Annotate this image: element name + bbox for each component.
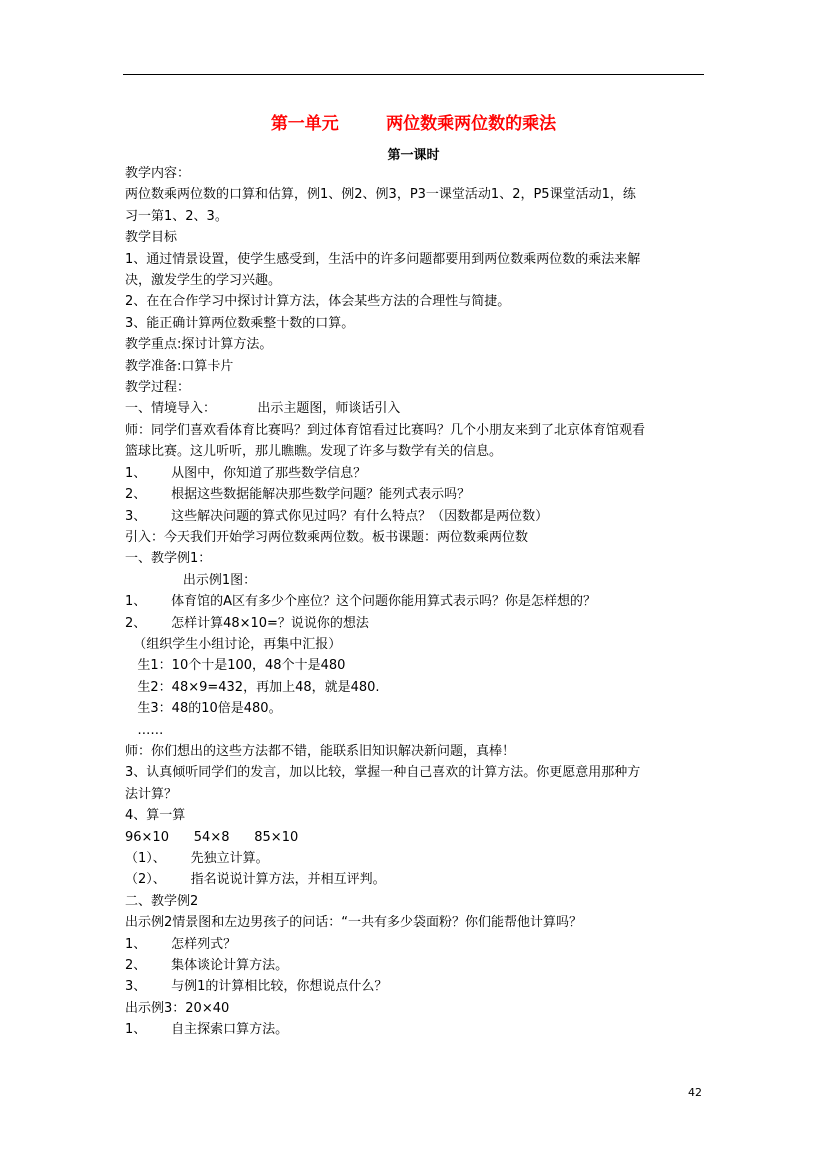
page-title: 第一单元 两位数乘两位数的乘法 [270, 114, 557, 134]
text-line: 1、通过情景设置，使学生感受到，生活中的许多问题都要用到两位数乘两位数的乘法来解 [125, 251, 641, 267]
text-line: 习一第1、2、3。 [125, 208, 228, 224]
text-line: 一、情境导入： 出示主题图，师谈话引入 [125, 401, 401, 417]
text-line: 师：你们想出的这些方法都不错，能联系旧知识解决新问题，真棒！ [125, 743, 516, 759]
text-line: 法计算？ [125, 786, 178, 802]
text-line: 两位数乘两位数的口算和估算，例1、例2、例3，P3一课堂活动1、2，P5课堂活动1，练 [125, 187, 636, 203]
text-line: 1、 怎样列式？ [125, 936, 237, 952]
text-line: （2）、 指名说说计算方法，并相互评判。 [125, 872, 386, 888]
text-line: 一、教学例1： [125, 551, 212, 567]
text-line: 师：同学们喜欢看体育比赛吗？到过体育馆看过比赛吗？几个小朋友来到了北京体育馆观看 [125, 422, 646, 438]
text-line: 教学准备:口算卡片 [125, 358, 234, 374]
text-line: 决，激发学生的学习兴趣。 [125, 273, 282, 289]
text-line: 2、 怎样计算48×10=？说说你的想法 [125, 615, 369, 631]
text-line: 篮球比赛。这儿听听，那儿瞧瞧。发现了许多与数学有关的信息。 [125, 444, 503, 460]
text-line: 二、教学例2 [125, 893, 199, 909]
text-line: …… [125, 722, 164, 738]
text-line: 生3：48的10倍是480。 [125, 701, 282, 717]
document-body [125, 163, 705, 1041]
text-line: 1、 从图中，你知道了那些数学信息？ [125, 465, 367, 481]
text-line: 3、能正确计算两位数乘整十数的口算。 [125, 315, 355, 331]
text-line: 生1：10个十是100，48个十是480 [125, 658, 346, 674]
text-line: 3、 这些解决问题的算式你见过吗？有什么特点？（因数都是两位数） [125, 508, 549, 524]
text-line: 96×10 54×8 85×10 [125, 829, 299, 845]
text-line: 1、 自主探索口算方法。 [125, 1022, 289, 1038]
text-line: 生2：48×9=432，再加上48，就是480. [125, 679, 380, 695]
text-line: 教学过程： [125, 380, 191, 396]
text-line: 2、 根据这些数据能解决那些数学问题？能列式表示吗？ [125, 487, 471, 503]
text-line: 教学目标 [125, 230, 178, 246]
text-line: 4、算一算 [125, 808, 186, 824]
text-line: （组织学生小组讨论，再集中汇报） [125, 636, 342, 652]
page-number: 42 [688, 1086, 702, 1099]
text-line: 引入：今天我们开始学习两位数乘两位数。板书课题：两位数乘两位数 [125, 529, 529, 545]
lesson-subtitle: 第一课时 [387, 148, 440, 163]
text-line: 2、 集体谈论计算方法。 [125, 958, 289, 974]
text-line: 1、 体育馆的A区有多少个座位？这个问题你能用算式表示吗？你是怎样想的？ [125, 594, 596, 610]
text-line: （1）、 先独立计算。 [125, 851, 269, 866]
text-line: 3、 与例1的计算相比较，你想说点什么？ [125, 979, 388, 995]
text-line: 出示例2情景图和左边男孩子的问话：“一共有多少袋面粉？你们能帮他计算吗？ [125, 915, 583, 931]
text-line: 教学重点:探讨计算方法。 [125, 337, 273, 353]
text-line: 出示例1图： [125, 572, 257, 588]
text-line: 出示例3：20×40 [125, 1000, 230, 1016]
text-line: 3、认真倾听同学们的发言，加以比较，掌握一种自己喜欢的计算方法。你更愿意用那种方 [125, 765, 641, 781]
text-line: 教学内容： [125, 166, 191, 181]
header-rule [123, 74, 704, 75]
text-line: 2、在在合作学习中探讨计算方法，体会某些方法的合理性与简捷。 [125, 294, 511, 310]
